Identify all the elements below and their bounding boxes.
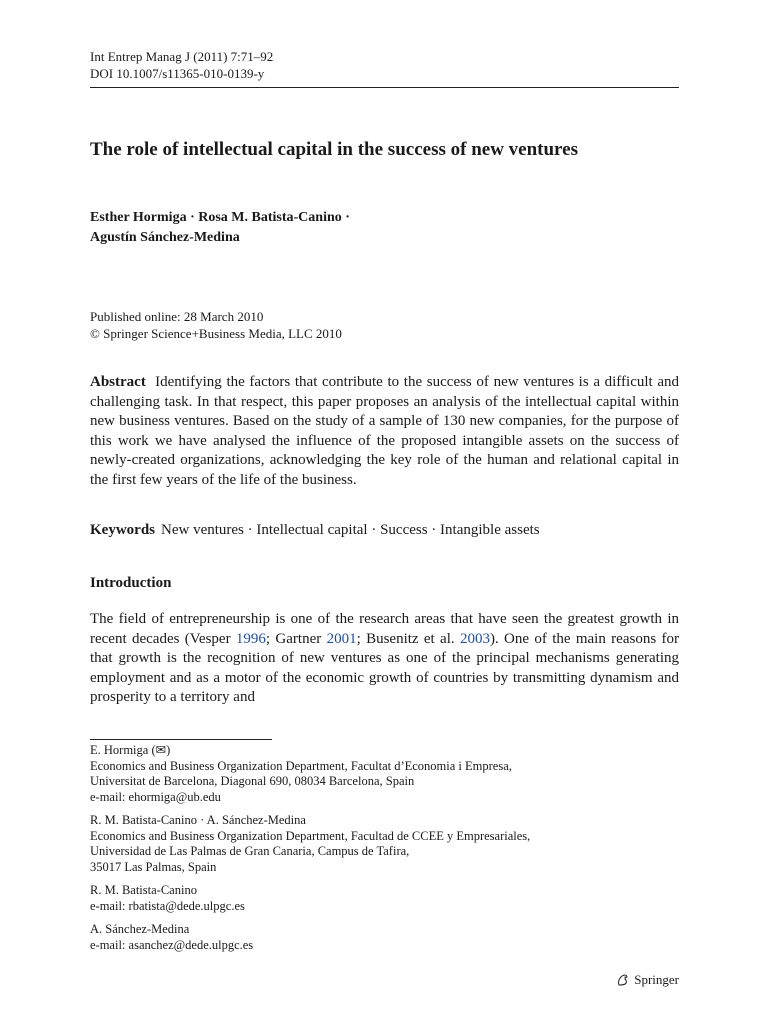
authors-line-1: Esther Hormiga · Rosa M. Batista-Canino · xyxy=(90,210,350,225)
abstract-text: Identifying the factors that contribute to the success of new ventures is a difficult and challenging task. In that respect, this paper proposes an analysis of the intellectual capital within new business ventures. Based on the study of a sample of 130 new companies, for the purpose of this work we have analysed the influence of the proposed intangible assets on the success of newly-created organizations, acknowledging the key role of the human and relational capital in the first few years of the life of the business. xyxy=(90,374,679,488)
footnote-line: Economics and Business Organization Department, Facultat d’Economia i Empresa, xyxy=(90,758,512,773)
footnote-line: E. Hormiga (✉) xyxy=(90,743,171,757)
email-ehormiga[interactable]: e-mail: ehormiga@ub.edu xyxy=(90,789,221,804)
abstract-label: Abstract xyxy=(90,374,146,390)
intro-text-1: The field of entrepreneurship is one of the research areas that have seen the greatest growth in recent decades (Vesper xyxy=(90,611,679,647)
affiliation-block-1 xyxy=(90,743,679,805)
affiliation-block-3 xyxy=(90,883,679,914)
intro-text-4: ). One of the main reasons for that growth is the recognition of new ventures as one of the principal mechanisms generating employment and as a motor of the economic growth of countries by transmitting dynamism and prosperity to a territory and xyxy=(90,630,679,705)
footnote-line: 35017 Las Palmas, Spain xyxy=(90,859,217,874)
footnote-line: Universitat de Barcelona, Diagonal 690, 08034 Barcelona, Spain xyxy=(90,774,415,788)
paper-page xyxy=(90,0,679,1024)
citation-link-busenitz[interactable]: 2003 xyxy=(459,630,490,647)
citation-link-gartner[interactable]: 2001 xyxy=(326,630,357,647)
doi[interactable]: DOI 10.1007/s11365-010-0139-y xyxy=(90,66,265,81)
authors xyxy=(90,208,350,248)
paper-title: The role of intellectual capital in the success of new ventures xyxy=(90,139,578,160)
publication-info xyxy=(90,308,342,342)
introduction-paragraph xyxy=(90,610,679,708)
email-asanchez[interactable]: e-mail: asanchez@dede.ulpgc.es xyxy=(90,937,254,952)
copyright: © Springer Science+Business Media, LLC 2010 xyxy=(90,326,342,341)
footnote-line: R. M. Batista-Canino · A. Sánchez-Medina xyxy=(90,813,306,827)
section-heading-introduction: Introduction xyxy=(90,575,172,591)
abstract xyxy=(90,373,679,490)
publisher-logo xyxy=(616,972,679,988)
keywords-text: New ventures · Intellectual capital · Success · Intangible assets xyxy=(161,522,540,538)
footnote-line: Economics and Business Organization Department, Facultad de CCEE y Empresariales, xyxy=(90,828,531,843)
published-date: Published online: 28 March 2010 xyxy=(90,309,264,324)
keywords xyxy=(90,520,540,540)
journal-header xyxy=(90,48,273,82)
springer-horse-icon xyxy=(616,973,630,987)
publisher-name: Springer xyxy=(634,972,679,987)
intro-text-3: ; Busenitz et al. xyxy=(356,630,460,647)
citation-link-vesper[interactable]: 1996 xyxy=(235,630,266,647)
authors-line-2: Agustín Sánchez-Medina xyxy=(90,230,240,245)
footnote-rule xyxy=(90,739,272,740)
footnote-line: R. M. Batista-Canino xyxy=(90,883,197,897)
journal-citation: Int Entrep Manag J (2011) 7:71–92 xyxy=(90,49,274,64)
keywords-label: Keywords xyxy=(90,522,155,538)
header-rule xyxy=(90,87,679,88)
footnote-line: Universidad de Las Palmas de Gran Canaria, Campus de Tafira, xyxy=(90,844,410,858)
affiliation-block-2 xyxy=(90,813,679,875)
author-affiliations xyxy=(90,743,679,961)
email-rbatista[interactable]: e-mail: rbatista@dede.ulpgc.es xyxy=(90,898,245,913)
intro-text-2: ; Gartner xyxy=(265,630,327,647)
footnote-line: A. Sánchez-Medina xyxy=(90,922,190,936)
affiliation-block-4 xyxy=(90,922,679,953)
